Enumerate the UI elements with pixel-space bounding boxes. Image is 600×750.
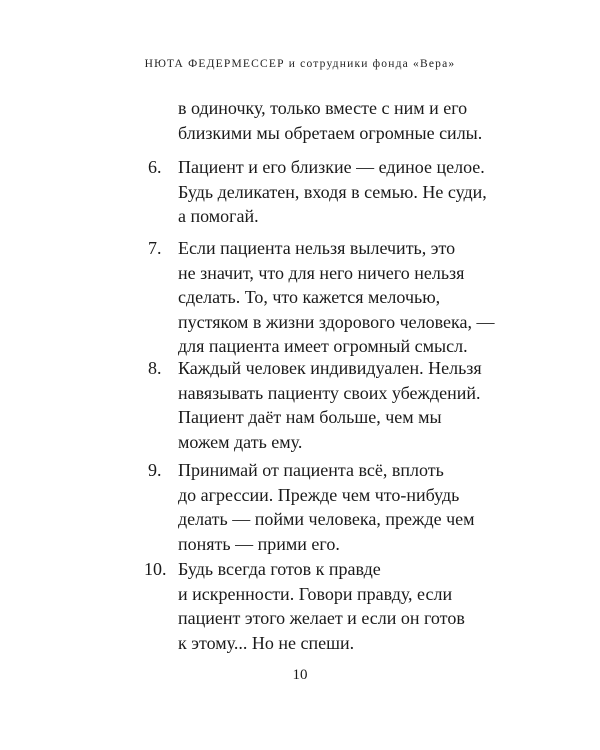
text-line: Каждый человек индивидуален. Нельзя <box>178 358 482 378</box>
text-line: Пациент даёт нам больше, чем мы <box>178 407 442 427</box>
text-line: Будь деликатен, входя в семью. Не суди, <box>178 181 487 202</box>
text-line: сделать. То, что кажется мелочью, <box>178 287 441 307</box>
text-line: Пациент и его близкие — единое целое. <box>178 157 485 177</box>
list-item-7 <box>0 236 600 359</box>
item-number: 7. <box>148 238 162 258</box>
text-line: пустяком в жизни здорового человека, — <box>178 311 495 332</box>
page-number: 10 <box>292 667 308 683</box>
text-line: а помогай. <box>178 206 259 226</box>
item-number: 9. <box>148 460 162 480</box>
text-line: близкими мы обретаем огромные силы. <box>178 122 483 143</box>
list-item-9 <box>0 458 600 556</box>
text-line: до агрессии. Прежде чем что-нибудь <box>178 484 460 505</box>
list-item-8 <box>0 356 600 454</box>
text-line: пациент этого желает и если он готов <box>178 608 465 628</box>
text-line: навязывать пациенту своих убеждений. <box>178 382 481 403</box>
list-item-6 <box>0 155 600 229</box>
text-line: Будь всегда готов к правде <box>178 559 381 579</box>
text-line: в одиночку, только вместе с ним и его <box>178 98 468 118</box>
item-number: 10. <box>144 559 167 579</box>
text-line: к этому... Но не спеши. <box>178 632 355 653</box>
text-line: Принимай от пациента всё, вплоть <box>178 460 444 480</box>
text-line: для пациента имеет огромный смысл. <box>178 336 468 356</box>
continuation-paragraph <box>0 96 600 145</box>
text-line: понять — прими его. <box>178 533 340 554</box>
running-header: НЮТА ФЕДЕРМЕССЕР и сотрудники фонда «Вера» <box>144 58 456 70</box>
text-line: делать — пойми человека, прежде чем <box>178 509 475 529</box>
text-line: можем дать ему. <box>178 431 303 452</box>
text-line: и искренности. Говори правду, если <box>178 583 453 604</box>
text-line: не значит, что для него ничего нельзя <box>178 262 465 283</box>
text-line: Если пациента нельзя вылечить, это <box>178 238 456 258</box>
item-number: 6. <box>148 157 162 177</box>
list-item-10 <box>0 557 600 655</box>
item-number: 8. <box>148 358 162 378</box>
